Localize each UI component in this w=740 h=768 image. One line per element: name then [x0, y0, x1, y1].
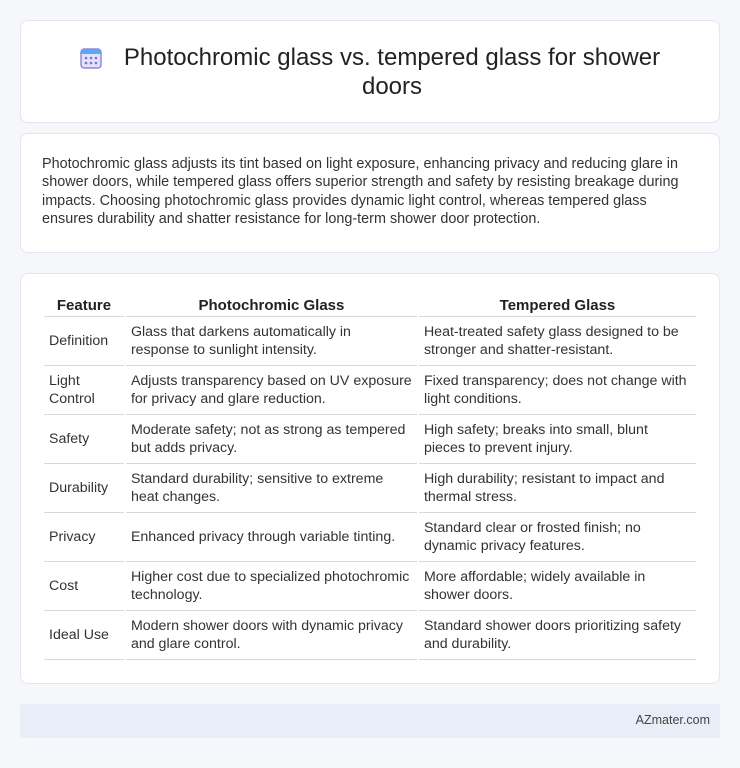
title-card [20, 20, 720, 123]
table-row [44, 415, 696, 464]
header-tempered: Tempered Glass [419, 297, 696, 317]
photochromic-cell: Moderate safety; not as strong as tempered but adds privacy. [126, 415, 417, 464]
photochromic-cell: Standard durability; sensitive to extreme heat changes. [126, 464, 417, 513]
table-row [44, 611, 696, 660]
header-feature: Feature [44, 297, 124, 317]
tempered-cell: Fixed transparency; does not change with light conditions. [419, 366, 696, 415]
tempered-cell: Standard shower doors prioritizing safety and durability. [419, 611, 696, 660]
header-photochromic: Photochromic Glass [126, 297, 417, 317]
tempered-cell: Standard clear or frosted finish; no dynamic privacy features. [419, 513, 696, 562]
feature-cell: Light Control [44, 366, 124, 415]
feature-cell: Safety [44, 415, 124, 464]
tempered-cell: High safety; breaks into small, blunt pieces to prevent injury. [419, 415, 696, 464]
feature-cell: Definition [44, 317, 124, 366]
table-row [44, 464, 696, 513]
tempered-cell: Heat-treated safety glass designed to be stronger and shatter-resistant. [419, 317, 696, 366]
photochromic-cell: Glass that darkens automatically in response to sunlight intensity. [126, 317, 417, 366]
tempered-cell: High durability; resistant to impact and thermal stress. [419, 464, 696, 513]
tempered-cell: More affordable; widely available in shower doors. [419, 562, 696, 611]
photochromic-cell: Modern shower doors with dynamic privacy and glare control. [126, 611, 417, 660]
page-title: Photochromic glass vs. tempered glass for shower doors [123, 44, 661, 100]
table-row [44, 317, 696, 366]
photochromic-cell: Enhanced privacy through variable tinting. [126, 513, 417, 562]
footer-brand[interactable]: AZmater.com [635, 713, 710, 727]
table-row [44, 562, 696, 611]
feature-cell: Durability [44, 464, 124, 513]
table-row [44, 366, 696, 415]
feature-cell: Ideal Use [44, 611, 124, 660]
table-row [44, 513, 696, 562]
summary-paragraph: Photochromic glass adjusts its tint based on light exposure, enhancing privacy and reducing glare in shower doors, while tempered glass offers superior strength and safety by resisting breakage during impacts. Choosing photochromic glass provides dynamic light control, whereas tempered glass ensures durability and shatter resistance for long-term shower door protection. [42, 156, 679, 227]
summary-card [20, 133, 720, 253]
comparison-table [42, 297, 698, 660]
feature-cell: Cost [44, 562, 124, 611]
feature-cell: Privacy [44, 513, 124, 562]
table-header-row [44, 297, 696, 317]
comparison-table-card [20, 273, 720, 684]
photochromic-cell: Adjusts transparency based on UV exposure for privacy and glare reduction. [126, 366, 417, 415]
footer-bar [20, 704, 720, 738]
photochromic-cell: Higher cost due to specialized photochromic technology. [126, 562, 417, 611]
